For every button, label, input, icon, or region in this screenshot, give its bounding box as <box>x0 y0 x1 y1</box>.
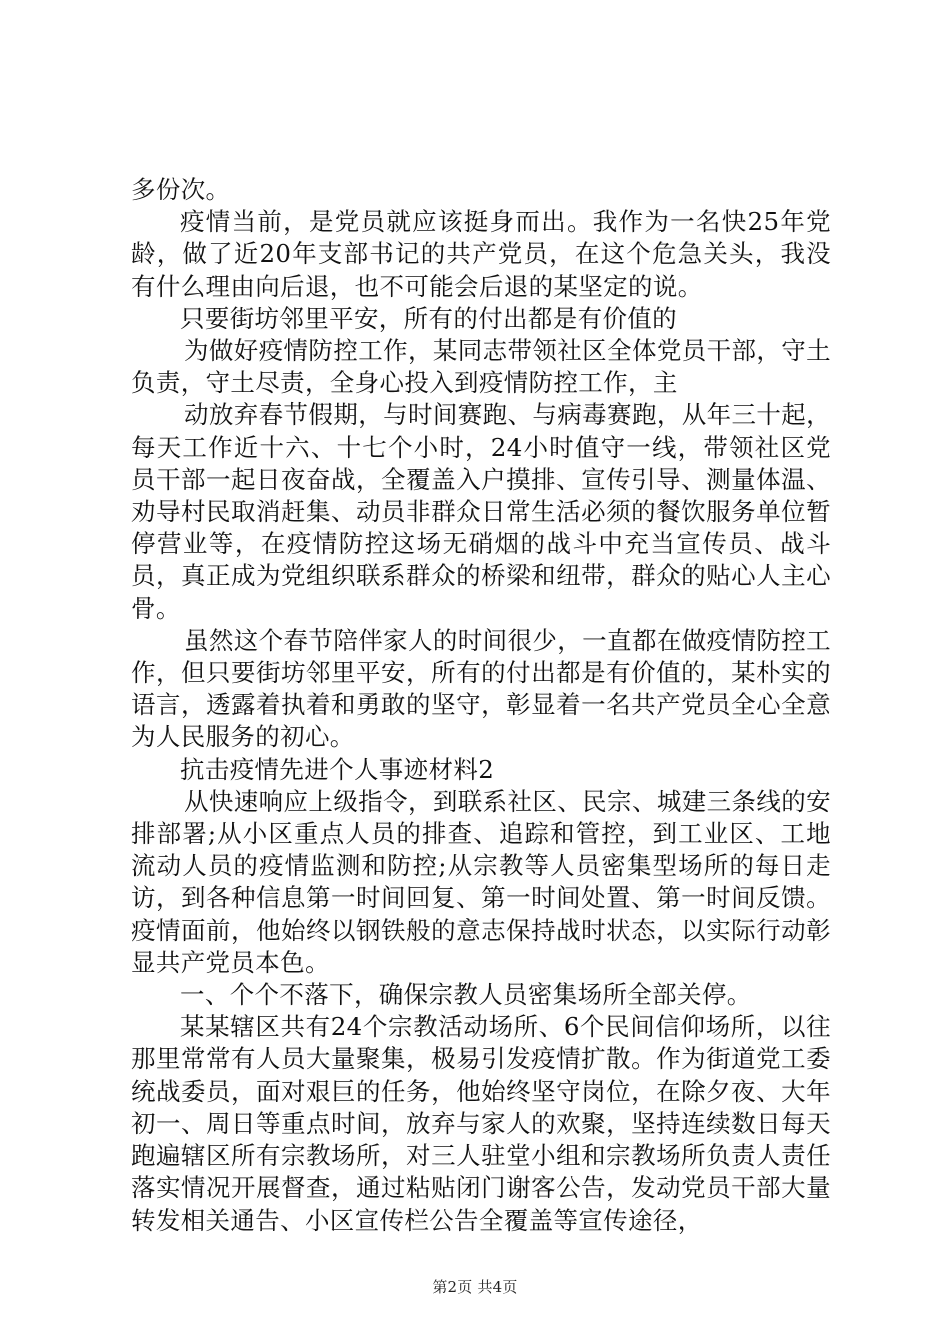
paragraph: 某某辖区共有24个宗教活动场所、6个民间信仰场所，以往那里常常有人员大量聚集，极易引发疫情扩散。作为街道党工委统战委员，面对艰巨的任务，他始终坚守岗位，在除夕夜、大年初一、周日等重点时间，放弃与家人的欢聚，坚持连续数日每天跑遍辖区所有宗教场所，对三人驻堂小组和宗教场所负责人责任落实情况开展督查，通过粘贴闭门谢客公告，发动党员干部大量转发相关通告、小区宣传栏公告全覆盖等宣传途径， <box>131 1012 831 1235</box>
paragraph: 虽然这个春节陪伴家人的时间很少，一直都在做疫情防控工作，但只要街坊邻里平安，所有的付出都是有价值的，某朴实的语言，透露着执着和勇敢的坚守，彰显着一名共产党员全心全意为人民服务的初心。 <box>131 625 831 752</box>
page-number-footer: 第2页 共4页 <box>432 1278 518 1296</box>
paragraph: 为做好疫情防控工作，某同志带领社区全体党员干部，守土负责，守土尽责，全身心投入到疫情防控工作，主 <box>131 336 831 398</box>
paragraph: 从快速响应上级指令，到联系社区、民宗、城建三条线的安排部署;从小区重点人员的排查、追踪和管控，到工业区、工地流动人员的疫情监测和防控;从宗教等人员密集型场所的每日走访，到各种信息第一时间回复、第一时间处置、第一时间反馈。疫情面前，他始终以钢铁般的意志保持战时状态，以实际行动彰显共产党员本色。 <box>131 786 831 977</box>
section-heading: 抗击疫情先进个人事迹材料2 <box>180 754 495 784</box>
paragraph-continuation: 多份次。 <box>131 175 231 204</box>
section-heading: 只要街坊邻里平安，所有的付出都是有价值的 <box>180 303 677 333</box>
document-body <box>131 174 831 1237</box>
paragraph: 动放弃春节假期，与时间赛跑、与病毒赛跑，从年三十起，每天工作近十六、十七个小时，24小时值守一线，带领社区党员干部一起日夜奋战，全覆盖入户摸排、宣传引导、测量体温、劝导村民取消赶集、动员非群众日常生活必须的餐饮服务单位暂停营业等，在疫情防控这场无硝烟的战斗中充当宣传员、战斗员，真正成为党组织联系群众的桥梁和纽带，群众的贴心人主心骨。 <box>131 400 831 623</box>
paragraph: 疫情当前，是党员就应该挺身而出。我作为一名快25年党龄，做了近20年支部书记的共产党员，在这个危急关头，我没有什么理由向后退，也不可能会后退的某坚定的说。 <box>131 207 831 301</box>
section-heading: 一、个个不落下，确保宗教人员密集场所全部关停。 <box>180 980 752 1010</box>
